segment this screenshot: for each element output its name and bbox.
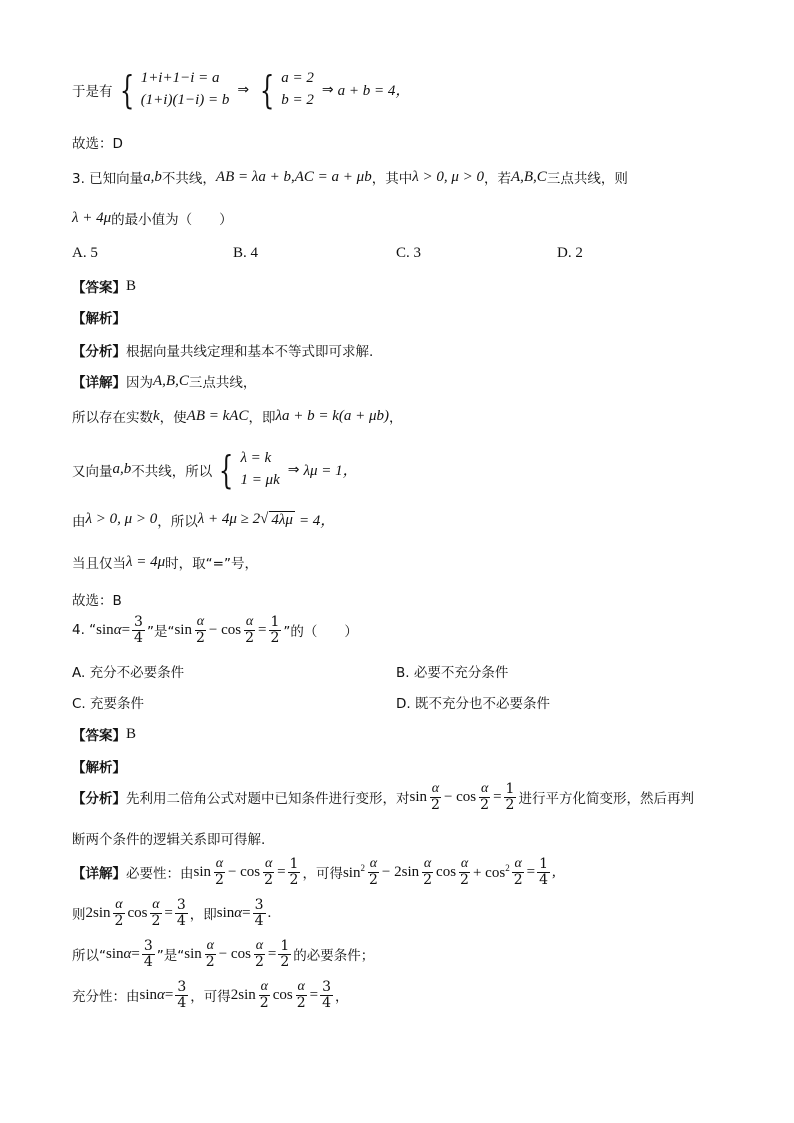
- q3-stem-e: 三点共线，则: [546, 171, 628, 187]
- q3-step1: [72, 371, 256, 391]
- q3-points: A,B,C: [510, 168, 547, 185]
- left-brace: {: [259, 67, 275, 112]
- fraction: $\frac{\alpha}{2}$: [423, 856, 433, 888]
- implies-arrow: ⇒: [287, 461, 300, 478]
- fraction: $\frac{1}{4}$: [539, 856, 548, 888]
- sqrt-sign: √: [260, 511, 269, 527]
- q3-step3-res: λμ = 1，: [303, 463, 358, 480]
- left-brace: {: [119, 67, 134, 112]
- q3-stem-f: 的最小值为（ ）: [111, 212, 233, 228]
- left-brace: {: [219, 447, 234, 492]
- fraction: $\frac{3}{4}$: [176, 897, 186, 929]
- q2-result-system: [281, 68, 314, 112]
- q2-system: [141, 68, 230, 112]
- q3-step4: [72, 509, 335, 530]
- q3-step2-b: ，使: [159, 410, 187, 426]
- q4-so-c: 的必要条件；: [293, 948, 375, 965]
- q4-nec-b: ，可得: [302, 866, 343, 883]
- q3-step2-k: k: [153, 407, 160, 424]
- q3-step4-c: = 4，: [298, 513, 336, 529]
- fraction: $\frac{1}{2}$: [270, 614, 280, 646]
- q3-step3-sys1: λ = k: [240, 450, 272, 466]
- q3-step3-vec: a,b: [112, 461, 132, 478]
- xiangjie-tag: 【详解】: [72, 866, 126, 883]
- fraction: $\frac{\alpha}{2}$: [431, 781, 440, 813]
- q2-prefix: 于是有: [72, 83, 113, 100]
- q3-step5-a: 当且仅当: [72, 556, 126, 572]
- fraction: $\frac{1}{2}$: [289, 856, 299, 888]
- q3-step5-b: 时，取“=”号，: [165, 556, 258, 572]
- q4-so-a: 所以“: [72, 948, 106, 965]
- xiangjie-tag: 【详解】: [72, 375, 126, 391]
- q3-eq-ac: AC = a + μb: [294, 168, 372, 185]
- q3-cond: λ > 0, μ > 0: [412, 168, 484, 185]
- q3-stem-b: 不共线，: [161, 171, 216, 187]
- fraction: $\frac{\alpha}{2}$: [264, 856, 274, 888]
- q4-fenxi-b: 进行平方化简变形，然后再判: [518, 791, 694, 808]
- q3-step3-b: 不共线，所以: [131, 463, 213, 480]
- q3-step1-b: 三点共线，: [188, 375, 257, 391]
- q3-step5: [72, 552, 258, 572]
- q3-fenxi-line: [72, 340, 373, 360]
- q3-step3: [72, 448, 358, 492]
- q2-choice: 故选：D: [72, 136, 123, 152]
- q3-answer: B: [126, 277, 137, 294]
- q2-eq1: 1+i+1−i = a: [140, 70, 220, 86]
- q3-option-b: B. 4: [233, 245, 259, 261]
- q4-answer-line: [72, 724, 136, 744]
- q3-option-a: A. 5: [72, 245, 98, 261]
- fraction: $\frac{1}{2}$: [505, 781, 515, 813]
- q2-res2: b = 2: [281, 91, 314, 108]
- answer-tag: 【答案】: [72, 280, 126, 296]
- q4-then: 则 2sin $\frac{\alpha}{2}$ cos $\frac{\alpha}{2}$ = $\frac{3}{4}$ ，即 sin α = $\frac{3}{4}$ .: [72, 897, 272, 929]
- fenxi-tag: 【分析】: [72, 344, 126, 360]
- q3-jiexi: 【解析】: [72, 311, 126, 327]
- q2-eq2: (1+i)(1−i) = b: [140, 91, 230, 108]
- q2-result-line: [72, 68, 410, 112]
- q3-step1-a: 因为: [126, 375, 153, 391]
- q4-stem-b: ”是“: [146, 624, 175, 641]
- q3-step2-a: 所以存在实数: [72, 410, 153, 426]
- q4-option-d: D. 既不充分也不必要条件: [396, 696, 550, 712]
- q4-stem: 4. “ sin α = $\frac{3}{4}$ ”是“ sin $\frac{\alpha}{2}$ − cos $\frac{\alpha}{2}$ = $\frac{1}{2}$ ”的（ ）: [72, 614, 358, 646]
- fenxi-tag: 【分析】: [72, 791, 126, 808]
- q3-step3-sys2: 1 = μk: [240, 471, 280, 488]
- q4-jiexi: 【解析】: [72, 760, 126, 776]
- q4-fenxi-a: 先利用二倍角公式对题中已知条件进行变形，对: [126, 791, 410, 808]
- fraction: $\frac{3}{4}$: [322, 979, 332, 1011]
- q4-stem-a: 4. “: [72, 622, 97, 639]
- q4-nec-a: 必要性：由: [126, 866, 194, 883]
- q4-fenxi-c: 断两个条件的逻辑关系即可得解.: [72, 832, 266, 848]
- q4-fenxi-line: 【分析】 先利用二倍角公式对题中已知条件进行变形，对 sin $\frac{\alpha}{2}$ − cos $\frac{\alpha}{2}$ = $\frac{1}{2}$ 进行平方化简变形，然后再判: [72, 781, 694, 813]
- q3-step2-eq: AB = kAC: [186, 407, 249, 424]
- q3-expr: λ + 4μ: [72, 209, 112, 226]
- fraction: $\frac{\alpha}{2}$: [205, 938, 215, 970]
- q3-option-c: C. 3: [396, 245, 422, 261]
- q3-eq-ab: AB = λa + b: [215, 168, 291, 185]
- q3-step5-eq: λ = 4μ: [126, 553, 166, 570]
- q3-stem-d: ，若: [483, 171, 511, 187]
- q3-choice: 故选：B: [72, 593, 122, 609]
- implies-arrow: ⇒: [321, 81, 334, 98]
- q3-step4-eq: λ + 4μ ≥ 2: [197, 511, 261, 527]
- q4-suf-c: ，: [335, 989, 349, 1006]
- q3-fenxi: 根据向量共线定理和基本不等式即可求解.: [126, 344, 374, 360]
- q3-step1-points: A,B,C: [153, 372, 189, 389]
- q3-step2-d: ，: [389, 410, 403, 426]
- q3-step2-eq2: λa + b = k(a + μb): [275, 407, 389, 424]
- q4-suf-a: 充分性：由: [72, 989, 140, 1006]
- q4-necessity: 【详解】 必要性：由 sin $\frac{\alpha}{2}$ − cos $\frac{\alpha}{2}$ = $\frac{1}{2}$ ，可得 $\sin^2$ $\frac{\alpha}{2}$ − 2sin $\frac{\alpha}{2}$ cos $\frac{\alpha}{2}$ + $\cos^2$ $\frac{\alpha}{2}$ = $\frac{1}{4}$ ,: [72, 856, 556, 888]
- q2-res1: a = 2: [281, 70, 314, 86]
- q4-option-a: A. 充分不必要条件: [72, 665, 185, 681]
- q3-step2: [72, 406, 403, 426]
- fraction: $\frac{\alpha}{2}$: [460, 856, 469, 888]
- fraction: $\frac{\alpha}{2}$: [215, 856, 224, 888]
- answer-tag: 【答案】: [72, 728, 126, 744]
- fraction: $\frac{\alpha}{2}$: [368, 856, 378, 888]
- fraction: $\frac{1}{2}$: [280, 938, 290, 970]
- fraction: $\frac{\alpha}{2}$: [259, 979, 269, 1011]
- fraction: $\frac{\alpha}{2}$: [195, 614, 205, 646]
- q4-option-c: C. 充要条件: [72, 696, 145, 712]
- q4-then-b: ，即: [189, 907, 217, 924]
- q3-option-d: D. 2: [557, 245, 583, 261]
- fraction: $\frac{\alpha}{2}$: [114, 897, 124, 929]
- q4-sufficiency: 充分性：由 sin α = $\frac{3}{4}$ ，可得 2sin $\frac{\alpha}{2}$ cos $\frac{\alpha}{2}$ = $\frac{3}{4}$ ，: [72, 979, 349, 1011]
- q3-step2-c: ，即: [248, 410, 276, 426]
- q3-step3-system: [240, 448, 279, 492]
- q3-stem-line2: [72, 208, 233, 228]
- q4-answer: B: [126, 725, 137, 742]
- q3-stem-a: 3. 已知向量: [72, 171, 144, 187]
- q4-suf-b: ，可得: [190, 989, 231, 1006]
- fraction: $\frac{\alpha}{2}$: [513, 856, 523, 888]
- fraction: $\frac{3}{4}$: [143, 938, 153, 970]
- q4-so: 所以“ sin α = $\frac{3}{4}$ ”是“ sin $\frac{\alpha}{2}$ − cos $\frac{\alpha}{2}$ = $\frac{1}{2}$ 的必要条件；: [72, 938, 375, 970]
- q4-option-b: B. 必要不充分条件: [396, 665, 509, 681]
- fraction: $\frac{\alpha}{2}$: [296, 979, 306, 1011]
- q4-so-b: ”是“: [156, 948, 185, 965]
- fraction: $\frac{3}{4}$: [177, 979, 187, 1011]
- q3-step3-a: 又向量: [72, 463, 113, 480]
- fraction: $\frac{\alpha}{2}$: [245, 614, 255, 646]
- fraction: $\frac{\alpha}{2}$: [254, 938, 264, 970]
- fraction: $\frac{\alpha}{2}$: [480, 781, 490, 813]
- q3-answer-line: [72, 276, 136, 296]
- fraction: $\frac{3}{4}$: [134, 614, 143, 646]
- q3-step4-b: ，所以: [157, 513, 198, 530]
- q4-stem-c: ”的（ ）: [283, 624, 358, 641]
- fraction: $\frac{3}{4}$: [254, 897, 264, 929]
- q2-tail: a + b = 4，: [337, 83, 411, 100]
- q3-stem-line1: 3. 已知向量 a,b 不共线， AB = λa + b , AC = a + μb ，其中 λ > 0, μ > 0 ，若 A,B,C 三点共线，则: [72, 168, 628, 187]
- q3-step4-sqrt: 4λμ: [271, 511, 293, 528]
- fraction: $\frac{\alpha}{2}$: [151, 897, 161, 929]
- q3-vec-ab: a,b: [143, 168, 162, 185]
- implies-arrow: ⇒: [237, 81, 250, 98]
- q4-then-a: 则: [72, 907, 86, 924]
- q3-step4-cond: λ > 0, μ > 0: [85, 511, 158, 527]
- q3-stem-c: ，其中: [371, 171, 413, 187]
- q3-step4-a: 由: [72, 513, 86, 530]
